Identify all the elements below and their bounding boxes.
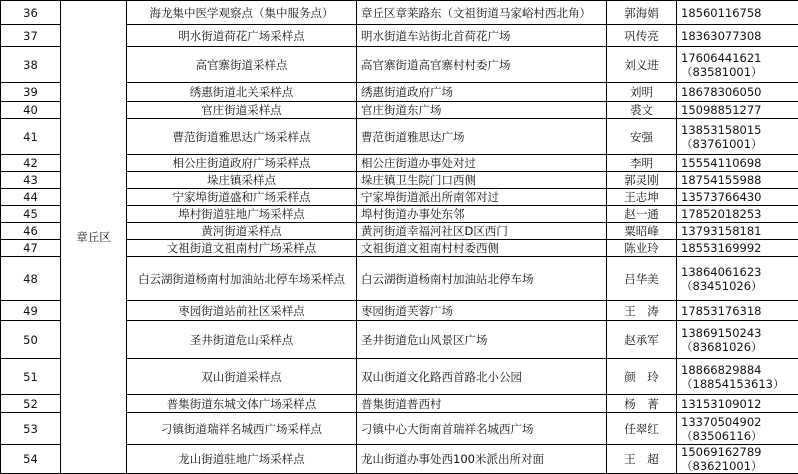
row-number: 41 bbox=[1, 119, 61, 155]
contact-phone: 17606441621（83581001） bbox=[677, 47, 798, 83]
sampling-point-address: 官庄街道东广场 bbox=[357, 102, 607, 119]
contact-phone: 13793158181 bbox=[677, 223, 798, 240]
sampling-point-address: 枣园街道芙蓉广场 bbox=[357, 301, 607, 321]
sampling-point-address: 绣惠街道政府广场 bbox=[357, 83, 607, 102]
sampling-point-address: 宁家埠街道派出所南邻对过 bbox=[357, 189, 607, 206]
table-row bbox=[1, 1, 798, 25]
sampling-point-name: 圣井街道危山采样点 bbox=[127, 321, 357, 359]
sampling-point-address: 文祖街道文祖南村村委西侧 bbox=[357, 240, 607, 257]
sampling-point-name: 绣惠街道北关采样点 bbox=[127, 83, 357, 102]
sampling-point-address: 白云湖街道杨南村加油站北停车场 bbox=[357, 257, 607, 301]
contact-person: 李明 bbox=[607, 155, 677, 172]
row-number: 51 bbox=[1, 359, 61, 395]
contact-phone: 18560116758 bbox=[677, 1, 798, 25]
contact-phone: 13370504902（83506116） bbox=[677, 413, 798, 445]
row-number: 47 bbox=[1, 240, 61, 257]
sampling-point-name: 埠村街道驻地广场采样点 bbox=[127, 206, 357, 223]
sampling-point-address: 明水街道车站街北首荷花广场 bbox=[357, 25, 607, 47]
row-number: 37 bbox=[1, 25, 61, 47]
contact-person: 裘文 bbox=[607, 102, 677, 119]
sampling-point-name: 明水街道荷花广场采样点 bbox=[127, 25, 357, 47]
contact-phone: 17852018253 bbox=[677, 206, 798, 223]
contact-person: 刘义进 bbox=[607, 47, 677, 83]
row-number: 38 bbox=[1, 47, 61, 83]
sampling-point-address: 垛庄镇卫生院门口西侧 bbox=[357, 172, 607, 189]
row-number: 40 bbox=[1, 102, 61, 119]
sampling-point-name: 普集街道东城文体广场采样点 bbox=[127, 395, 357, 413]
sampling-point-name: 白云湖街道杨南村加油站北停车场采样点 bbox=[127, 257, 357, 301]
contact-person: 粟昭峰 bbox=[607, 223, 677, 240]
contact-person: 巩传亮 bbox=[607, 25, 677, 47]
sampling-point-name: 高官寨街道采样点 bbox=[127, 47, 357, 83]
row-number: 39 bbox=[1, 83, 61, 102]
row-number: 54 bbox=[1, 445, 61, 474]
sampling-point-address: 曹范街道雅思达广场 bbox=[357, 119, 607, 155]
contact-person: 刘明 bbox=[607, 83, 677, 102]
sampling-point-address: 埠村街道办事处东邻 bbox=[357, 206, 607, 223]
contact-person: 陈业玲 bbox=[607, 240, 677, 257]
sampling-point-address: 高官寨街道高官寨村村委广场 bbox=[357, 47, 607, 83]
contact-phone: 17853176318 bbox=[677, 301, 798, 321]
contact-phone: 13853158015（83761001） bbox=[677, 119, 798, 155]
table-body bbox=[1, 1, 798, 474]
contact-phone: 18553169992 bbox=[677, 240, 798, 257]
contact-phone: 13869150243（83681026） bbox=[677, 321, 798, 359]
sampling-point-name: 龙山街道驻地广场采样点 bbox=[127, 445, 357, 474]
contact-phone: 13153109012 bbox=[677, 395, 798, 413]
sampling-point-address: 圣井街道危山风景区广场 bbox=[357, 321, 607, 359]
row-number: 49 bbox=[1, 301, 61, 321]
contact-person: 安强 bbox=[607, 119, 677, 155]
row-number: 42 bbox=[1, 155, 61, 172]
contact-person: 杨 菁 bbox=[607, 395, 677, 413]
sampling-point-address: 章丘区章莱路东（文祖街道马家峪村西北角） bbox=[357, 1, 607, 25]
contact-phone: 13864061623（83451026） bbox=[677, 257, 798, 301]
contact-phone: 18363077308 bbox=[677, 25, 798, 47]
sampling-point-name: 枣园街道站前社区采样点 bbox=[127, 301, 357, 321]
contact-person: 郭灵刚 bbox=[607, 172, 677, 189]
row-number: 46 bbox=[1, 223, 61, 240]
contact-person: 吕华美 bbox=[607, 257, 677, 301]
sampling-point-address: 普集街道普西村 bbox=[357, 395, 607, 413]
contact-phone: 15098851277 bbox=[677, 102, 798, 119]
row-number: 50 bbox=[1, 321, 61, 359]
contact-person: 颜 玲 bbox=[607, 359, 677, 395]
contact-person: 王 超 bbox=[607, 445, 677, 474]
sampling-point-address: 相公庄街道办事处对过 bbox=[357, 155, 607, 172]
row-number: 48 bbox=[1, 257, 61, 301]
sampling-point-name: 相公庄街道政府广场采样点 bbox=[127, 155, 357, 172]
sampling-point-address: 双山街道文化路西首路北小公园 bbox=[357, 359, 607, 395]
contact-person: 郭海娟 bbox=[607, 1, 677, 25]
sampling-point-name: 文祖街道文祖南村广场采样点 bbox=[127, 240, 357, 257]
sampling-point-name: 曹范街道雅思达广场采样点 bbox=[127, 119, 357, 155]
contact-person: 王志坤 bbox=[607, 189, 677, 206]
district-cell: 章丘区 bbox=[61, 1, 127, 474]
contact-person: 王 涛 bbox=[607, 301, 677, 321]
sampling-point-name: 垛庄镇采样点 bbox=[127, 172, 357, 189]
sampling-point-name: 刁镇街道瑞祥名城西广场采样点 bbox=[127, 413, 357, 445]
sampling-point-name: 海龙集中医学观察点（集中服务点） bbox=[127, 1, 357, 25]
sampling-point-name: 黄河街道采样点 bbox=[127, 223, 357, 240]
contact-phone: 18678306050 bbox=[677, 83, 798, 102]
contact-person: 赵承军 bbox=[607, 321, 677, 359]
row-number: 44 bbox=[1, 189, 61, 206]
row-number: 53 bbox=[1, 413, 61, 445]
contact-phone: 15069162789（83621001） bbox=[677, 445, 798, 474]
contact-phone: 18866829884（18854153613） bbox=[677, 359, 798, 395]
row-number: 36 bbox=[1, 1, 61, 25]
sampling-point-address: 刁镇中心大街南首瑞祥名城西广场 bbox=[357, 413, 607, 445]
sampling-point-name: 官庄街道采样点 bbox=[127, 102, 357, 119]
row-number: 43 bbox=[1, 172, 61, 189]
contact-person: 任翠红 bbox=[607, 413, 677, 445]
row-number: 45 bbox=[1, 206, 61, 223]
contact-phone: 18754155988 bbox=[677, 172, 798, 189]
sampling-point-name: 宁家埠街道盛和广场采样点 bbox=[127, 189, 357, 206]
row-number: 52 bbox=[1, 395, 61, 413]
sampling-point-address: 黄河街道幸福河社区D区西门 bbox=[357, 223, 607, 240]
contact-phone: 15554110698 bbox=[677, 155, 798, 172]
sampling-point-name: 双山街道采样点 bbox=[127, 359, 357, 395]
contact-person: 赵一通 bbox=[607, 206, 677, 223]
contact-phone: 13573766430 bbox=[677, 189, 798, 206]
sampling-point-address: 龙山街道办事处西100米派出所对面 bbox=[357, 445, 607, 474]
